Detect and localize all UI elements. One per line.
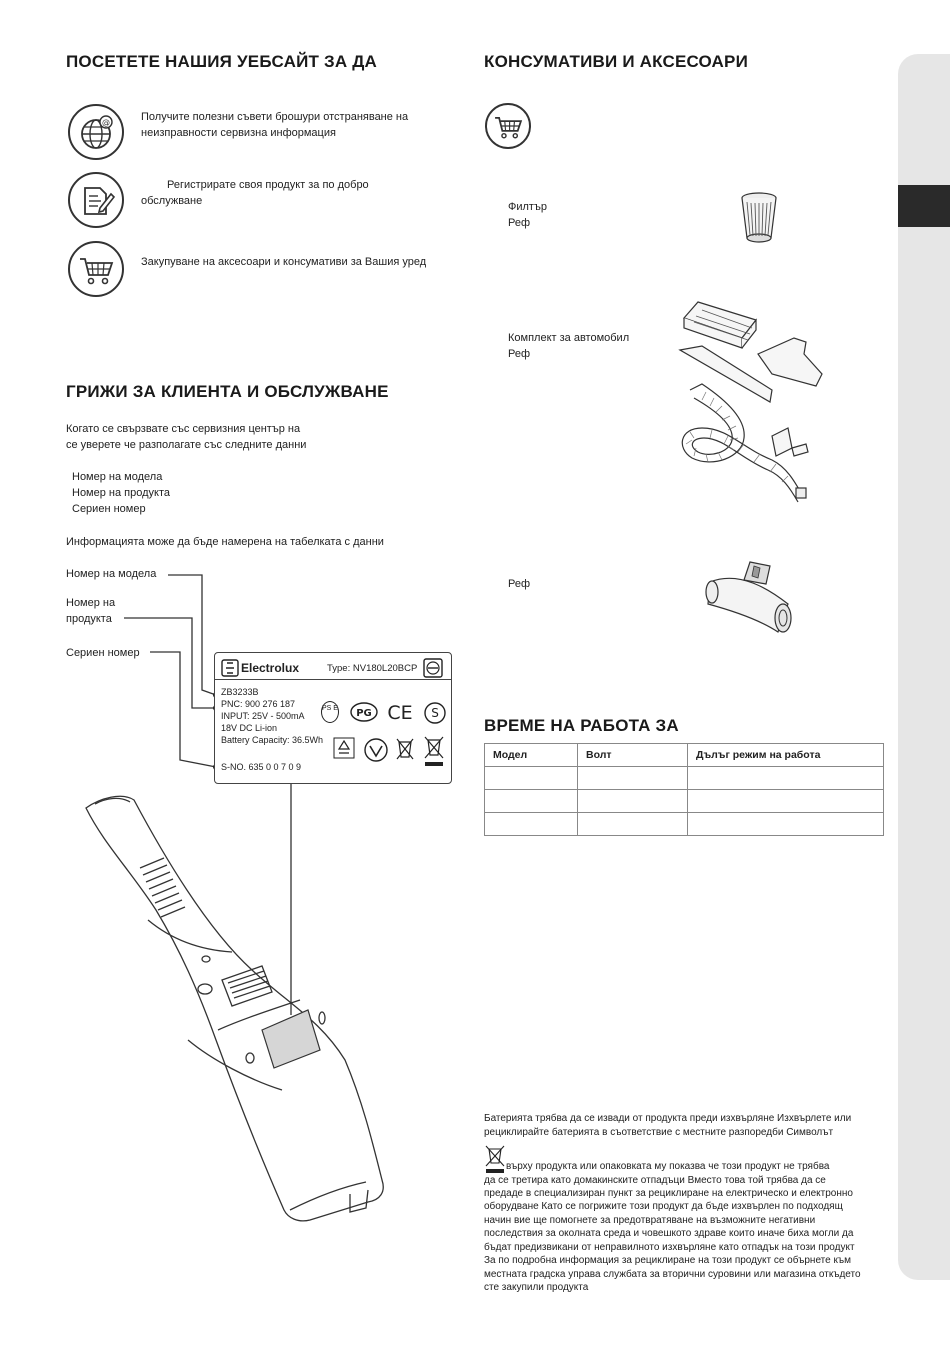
disposal-line1: Батерията трябва да се извади от продукта преди изхвърляне Изхвърлете или [484, 1113, 852, 1124]
table-cell [688, 767, 884, 790]
table-cell [688, 813, 884, 836]
care-intro-line2: се уверете че разполагате със следните данни [66, 439, 307, 451]
callout-model: Номер на модела [66, 568, 157, 580]
table-row [485, 767, 884, 790]
care-list-item: Сериен номер [72, 503, 146, 515]
car-kit-name: Комплект за автомобил [508, 332, 630, 344]
care-list-item: Номер на модела [72, 471, 163, 483]
runtime-table [484, 743, 884, 836]
disposal-line6: оборудване Като се погрижите този продукт да бъде изхвърлен по подходящ [484, 1201, 843, 1212]
label-brand: Electrolux [241, 661, 300, 675]
pse-mark: PS E [321, 701, 339, 723]
disposal-line3: върху продукта или опаковката му показва че този продукт не трябва [506, 1161, 830, 1172]
disposal-line5: предаде в специализиран пункт за рециклиране на електрическо и електронно [484, 1188, 853, 1199]
disposal-line8: последствия за околната среда и човешкото здраве които иначе биха могли да [484, 1228, 854, 1239]
website-item-shop: Закупуване на аксесоари и консумативи за Вашия уред [141, 256, 427, 268]
runtime-heading: ВРЕМЕ НА РАБОТА ЗА [484, 716, 679, 735]
disposal-line2: рециклирайте батерията в съответствие с местните разпоредби Символът [484, 1127, 834, 1138]
label-pnc: PNC: 900 276 187 [221, 699, 296, 709]
care-list-item: Номер на продукта [72, 487, 171, 499]
globe-icon [68, 104, 124, 160]
callout-product-line2: продукта [66, 613, 112, 625]
recycle-icon [333, 737, 355, 759]
svg-text:CE: CE [387, 702, 413, 723]
weee-bin-icon [395, 737, 415, 761]
disposal-line11: местната градска управа службата за вторични суровини или магазина откъдето [484, 1269, 861, 1280]
care-intro-line1: Когато се свързвате със сервизния център на [66, 423, 301, 435]
label-serial: S-NO. 635 0 0 7 0 9 [221, 762, 302, 772]
disposal-line9: бъдат предизвикани от неправилното изхвърляне като отпадък на този продукт [484, 1242, 855, 1253]
svg-text:PG: PG [356, 708, 372, 719]
brush-ref: Реф [508, 578, 531, 590]
column-header: Волт [578, 744, 688, 767]
table-cell [485, 767, 578, 790]
table-cell [485, 813, 578, 836]
shopping-cart-icon [68, 241, 124, 297]
side-tab-active-marker [898, 185, 950, 227]
label-capacity: Battery Capacity: 36.5Wh [221, 735, 324, 745]
weee-symbol-icon [484, 1144, 506, 1174]
table-cell [688, 790, 884, 813]
table-cell [485, 790, 578, 813]
safety-mark-icon [363, 737, 389, 763]
s-mark-icon [423, 701, 447, 725]
disposal-line10: За по подробна информация за рециклиране на този продукт се обърнете към [484, 1255, 851, 1266]
website-heading: ПОСЕТЕТЕ НАШИЯ УЕБСАЙТ ЗА ДА [66, 52, 378, 71]
side-tab-strip [898, 54, 950, 1280]
filter-image [736, 190, 782, 246]
column-header: Дълъг режим на работа [688, 744, 884, 767]
filter-ref: Реф [508, 217, 531, 229]
care-heading: ГРИЖИ ЗА КЛИЕНТА И ОБСЛУЖВАНЕ [66, 382, 389, 401]
electrolux-square-logo-icon [423, 658, 443, 678]
accessories-heading: КОНСУМАТИВИ И АКСЕСОАРИ [484, 52, 748, 71]
callout-product-line1: Номер на [66, 597, 116, 609]
register-document-icon [68, 172, 124, 228]
label-type: Type: NV180L20BCP [327, 663, 418, 674]
label-divider [215, 679, 451, 680]
label-battery-type: 18V DC Li-ion [221, 723, 278, 733]
filter-name: Филтър [508, 201, 547, 213]
label-input: INPUT: 25V - 500mA [221, 711, 305, 721]
column-header: Модел [485, 744, 578, 767]
website-item-register: Регистрирате своя продукт за по добро обслужване [141, 179, 369, 207]
accessories-cart-icon [485, 103, 531, 149]
car-kit-image [672, 298, 832, 508]
table-cell [578, 813, 688, 836]
table-row [485, 790, 884, 813]
disposal-line7: начин вие ще помогнете за предотвратяване на възможните негативни [484, 1215, 816, 1226]
svg-text:S: S [431, 706, 439, 720]
table-row [485, 813, 884, 836]
label-model: ZB3233B [221, 687, 259, 697]
car-kit-ref: Реф [508, 348, 531, 360]
care-plate-info: Информацията може да бъде намерена на табелката с данни [66, 536, 384, 548]
rating-label [214, 652, 452, 784]
website-item-tips: Получите полезни съвети брошури отстраняване на неизправности сервизна информация [141, 111, 409, 139]
callout-serial: Сериен номер [66, 647, 140, 659]
motorized-brush-image [700, 560, 800, 640]
table-cell [578, 790, 688, 813]
ce-mark-icon [385, 701, 415, 723]
electrolux-logo-icon [221, 659, 239, 677]
disposal-line12: сте закупили продукта [484, 1282, 589, 1293]
disposal-line4: да се третира като домакинските отпадъци Вместо това той трябва да се [484, 1175, 826, 1186]
table-cell [578, 767, 688, 790]
pct-mark-icon [349, 701, 379, 723]
battery-weee-bin-icon [423, 735, 445, 769]
runtime-table-header [485, 744, 884, 767]
svg-text:@: @ [102, 118, 110, 127]
